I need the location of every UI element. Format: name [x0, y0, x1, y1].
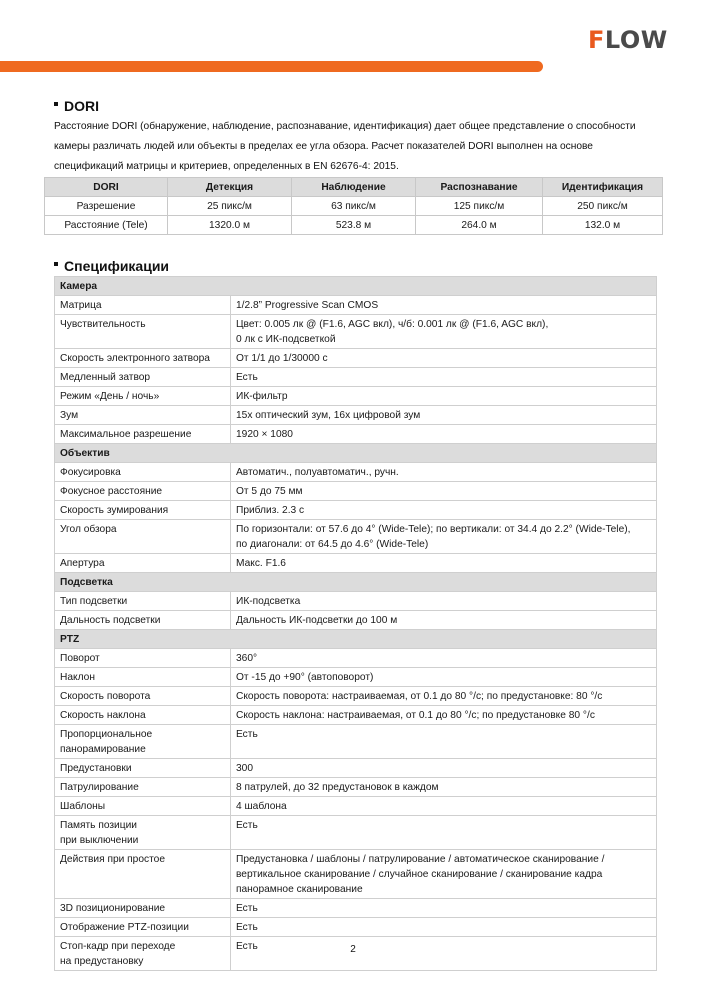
spec-key: Дальность подсветки: [55, 611, 231, 630]
specs-table: [54, 276, 657, 971]
spec-row: [55, 649, 657, 668]
spec-row: [55, 425, 657, 444]
spec-group-row: [55, 444, 657, 463]
spec-row: [55, 463, 657, 482]
spec-value: Есть: [231, 937, 657, 971]
spec-value: Есть: [231, 368, 657, 387]
dori-header-cell: Наблюдение: [292, 178, 416, 197]
spec-group-row: [55, 630, 657, 649]
dori-intro-paragraph: Расстояние DORI (обнаружение, наблюдение, распознавание, идентификация) дает общее представление о способности камеры различать людей или объекты в пределах ее угла обзора. Расчет показателей DORI выполнен на основе спецификаций матрицы и критериев, определенных в EN 62676-4: 2015.: [54, 121, 636, 172]
spec-key: Шаблоны: [55, 797, 231, 816]
spec-row: [55, 816, 657, 850]
spec-group-title: PTZ: [55, 630, 657, 649]
spec-key: Матрица: [55, 296, 231, 315]
spec-value: Есть: [231, 816, 657, 850]
spec-key: Угол обзора: [55, 520, 231, 554]
spec-row: [55, 406, 657, 425]
dori-header-cell: Идентификация: [543, 178, 663, 197]
spec-row: [55, 387, 657, 406]
spec-value: Макс. F1.6: [231, 554, 657, 573]
spec-value: Предустановка / шаблоны / патрулирование / автоматическое сканирование / вертикальное сканирование / случайное сканирование / сканирование кадра панорамное сканирование: [231, 850, 657, 899]
spec-key: Отображение PTZ-позиции: [55, 918, 231, 937]
spec-row: [55, 918, 657, 937]
dori-header-row: [45, 178, 663, 197]
spec-key: Скорость наклона: [55, 706, 231, 725]
dori-cell: 264.0 м: [416, 216, 543, 235]
spec-row: [55, 368, 657, 387]
spec-key: Медленный затвор: [55, 368, 231, 387]
dori-cell: 25 пикс/м: [168, 197, 292, 216]
specs-section-title: [54, 258, 169, 274]
spec-value: 4 шаблона: [231, 797, 657, 816]
spec-key: Пропорциональное панорамирование: [55, 725, 231, 759]
spec-key: Тип подсветки: [55, 592, 231, 611]
spec-row: [55, 759, 657, 778]
spec-row: [55, 501, 657, 520]
dori-cell: 523.8 м: [292, 216, 416, 235]
spec-value: 1/2.8” Progressive Scan CMOS: [231, 296, 657, 315]
spec-row: [55, 725, 657, 759]
spec-row: [55, 687, 657, 706]
spec-value: ИК-фильтр: [231, 387, 657, 406]
spec-group-title: Камера: [55, 277, 657, 296]
dori-cell: Разрешение: [45, 197, 168, 216]
spec-key: Скорость электронного затвора: [55, 349, 231, 368]
dori-section-title: [54, 98, 99, 114]
spec-row: [55, 315, 657, 349]
spec-value: Есть: [231, 918, 657, 937]
spec-key: Зум: [55, 406, 231, 425]
spec-row: [55, 592, 657, 611]
dori-cell: 250 пикс/м: [543, 197, 663, 216]
dori-cell: 125 пикс/м: [416, 197, 543, 216]
spec-row: [55, 611, 657, 630]
spec-row: [55, 850, 657, 899]
dori-row: [45, 216, 663, 235]
bullet-square-icon: [54, 262, 58, 266]
spec-key: Предустановки: [55, 759, 231, 778]
bullet-square-icon: [54, 102, 58, 106]
spec-key: Наклон: [55, 668, 231, 687]
spec-row: [55, 296, 657, 315]
spec-key: Чувствительность: [55, 315, 231, 349]
spec-value: Дальность ИК-подсветки до 100 м: [231, 611, 657, 630]
spec-group-row: [55, 277, 657, 296]
spec-group-title: Подсветка: [55, 573, 657, 592]
dori-header-cell: Распознавание: [416, 178, 543, 197]
dori-cell: Расстояние (Tele): [45, 216, 168, 235]
header-accent-bar: [0, 61, 543, 72]
spec-value: Приблиз. 2.3 с: [231, 501, 657, 520]
spec-value: 15x оптический зум, 16x цифровой зум: [231, 406, 657, 425]
spec-key: Апертура: [55, 554, 231, 573]
spec-key: 3D позиционирование: [55, 899, 231, 918]
spec-value: 1920 × 1080: [231, 425, 657, 444]
spec-row: [55, 668, 657, 687]
spec-value: Скорость поворота: настраиваемая, от 0.1 до 80 °/с; по предустановке: 80 °/с: [231, 687, 657, 706]
spec-value: 8 патрулей, до 32 предустановок в каждом: [231, 778, 657, 797]
spec-value: ИК-подсветка: [231, 592, 657, 611]
specs-title-text: Спецификации: [64, 258, 170, 274]
spec-row: [55, 482, 657, 501]
spec-key: Скорость поворота: [55, 687, 231, 706]
logo-f-letter: F: [588, 26, 605, 54]
page-number: 2: [350, 944, 356, 955]
dori-cell: 132.0 м: [543, 216, 663, 235]
spec-group-title: Объектив: [55, 444, 657, 463]
spec-row: [55, 349, 657, 368]
spec-key: Стоп-кадр при переходе на предустановку: [55, 937, 231, 971]
spec-value: 300: [231, 759, 657, 778]
spec-key: Максимальное разрешение: [55, 425, 231, 444]
spec-key: Действия при простое: [55, 850, 231, 899]
spec-key: Режим «День / ночь»: [55, 387, 231, 406]
spec-row: [55, 797, 657, 816]
spec-value: Есть: [231, 725, 657, 759]
spec-group-row: [55, 573, 657, 592]
spec-value: По горизонтали: от 57.6 до 4° (Wide-Tele); по вертикали: от 34.4 до 2.2° (Wide-Tele), по диагонали: от 64.5 до 4.6° (Wide-Tele): [231, 520, 657, 554]
dori-cell: 63 пикс/м: [292, 197, 416, 216]
spec-value: 360°: [231, 649, 657, 668]
spec-value: Автоматич., полуавтоматич., ручн.: [231, 463, 657, 482]
spec-key: Память позиции при выключении: [55, 816, 231, 850]
dori-header-cell: Детекция: [168, 178, 292, 197]
spec-value: От -15 до +90° (автоповорот): [231, 668, 657, 687]
dori-header-cell: DORI: [45, 178, 168, 197]
brand-logo: [588, 26, 668, 54]
spec-key: Патрулирование: [55, 778, 231, 797]
spec-value: Цвет: 0.005 лк @ (F1.6, AGC вкл), ч/б: 0.001 лк @ (F1.6, AGC вкл), 0 лк с ИК-подсветкой: [231, 315, 657, 349]
spec-value: От 1/1 до 1/30000 с: [231, 349, 657, 368]
dori-title-text: DORI: [64, 98, 99, 114]
dori-row: [45, 197, 663, 216]
spec-row: [55, 778, 657, 797]
logo-rest: LOW: [604, 26, 668, 54]
spec-key: Фокусное расстояние: [55, 482, 231, 501]
spec-row: [55, 554, 657, 573]
spec-value: Скорость наклона: настраиваемая, от 0.1 до 80 °/с; по предустановке 80 °/с: [231, 706, 657, 725]
spec-value: От 5 до 75 мм: [231, 482, 657, 501]
spec-value: Есть: [231, 899, 657, 918]
spec-row: [55, 520, 657, 554]
dori-cell: 1320.0 м: [168, 216, 292, 235]
spec-key: Фокусировка: [55, 463, 231, 482]
spec-row: [55, 899, 657, 918]
spec-key: Поворот: [55, 649, 231, 668]
spec-row: [55, 706, 657, 725]
spec-key: Скорость зумирования: [55, 501, 231, 520]
dori-table: [44, 177, 663, 235]
